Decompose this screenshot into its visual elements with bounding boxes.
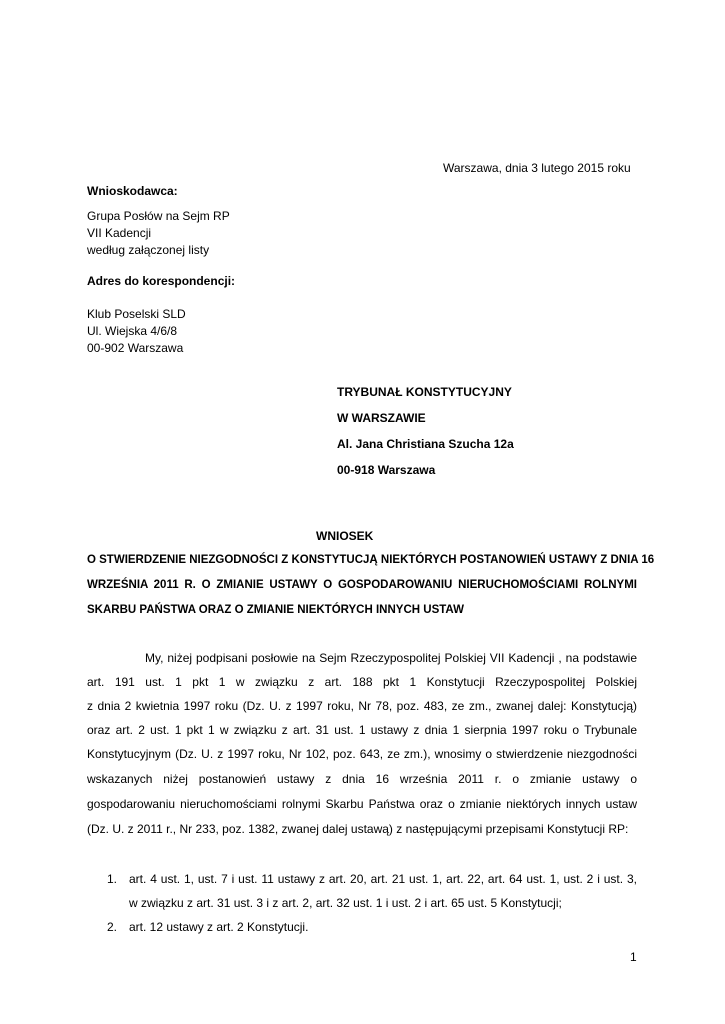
correspondence-block (87, 306, 186, 357)
body-line: oraz art. 2 ust. 1 pkt 1 w związku z art. 31 ust. 1 ustawy z dnia 1 sierpnia 1997 roku o Trybunale (87, 723, 637, 737)
applicant-line: VII Kadencji (87, 226, 152, 240)
title-line: WRZEŚNIA 2011 R. O ZMIANIE USTAWY O GOSPODAROWANIU NIERUCHOMOŚCIAMI ROLNYMI (87, 579, 637, 591)
title-heading: WNIOSEK (316, 529, 374, 543)
list-item-line: art. 12 ustawy z art. 2 Konstytucji. (129, 920, 309, 934)
correspondence-line: 00-902 Warszawa (87, 341, 184, 355)
body-line: (Dz. U. z 2011 r., Nr 233, poz. 1382, zwanej dalej ustawą) z następującymi przepisami Konstytucji RP: (87, 822, 629, 836)
correspondence-line: Klub Poselski SLD (87, 307, 186, 321)
recipient-line: TRYBUNAŁ KONSTYTUCYJNY (337, 385, 512, 399)
list-item-marker: 2. (107, 920, 118, 934)
list-item-line: art. 4 ust. 1, ust. 7 i ust. 11 ustawy z art. 20, art. 21 ust. 1, art. 22, art. 64 ust. 1, ust. 2 i ust. 3, (129, 872, 637, 886)
correspondence-line: Ul. Wiejska 4/6/8 (87, 324, 178, 338)
date-line: Warszawa, dnia 3 lutego 2015 roku (443, 161, 631, 175)
correspondence-heading: Adres do korespondencji: (87, 274, 236, 288)
title-line: SKARBU PAŃSTWA ORAZ O ZMIANIE NIEKTÓRYCH INNYCH USTAW (87, 604, 464, 616)
page-number: 1 (630, 950, 637, 964)
list-item-line: w związku z art. 31 ust. 3 i z art. 2, art. 32 ust. 1 i ust. 2 i art. 65 ust. 5 Konstytucji; (129, 896, 562, 910)
recipient-block (337, 379, 514, 483)
applicant-heading: Wnioskodawca: (87, 184, 178, 198)
title-line: O STWIERDZENIE NIEZGODNOŚCI Z KONSTYTUCJĄ NIEKTÓRYCH POSTANOWIEŃ USTAWY Z DNIA 16 (87, 554, 655, 566)
list-item-marker: 1. (107, 872, 118, 886)
applicant-line: Grupa Posłów na Sejm RP (87, 209, 230, 223)
body-line: My, niżej podpisani posłowie na Sejm Rzeczypospolitej Polskiej VII Kadencji , na podstawie (145, 651, 637, 665)
body-line: wskazanych niżej postanowień ustawy z dnia 16 września 2011 r. o zmianie ustawy o (87, 772, 637, 786)
recipient-line: W WARSZAWIE (337, 411, 426, 425)
applicant-block (87, 208, 230, 259)
recipient-line: 00-918 Warszawa (337, 463, 436, 477)
recipient-line: Al. Jana Christiana Szucha 12a (337, 437, 514, 451)
body-line: z dnia 2 kwietnia 1997 roku (Dz. U. z 1997 roku, Nr 78, poz. 483, ze zm., zwanej dalej: Konstytucją) (87, 699, 637, 713)
applicant-line: według załączonej listy (87, 243, 210, 257)
body-line: Konstytucyjnym (Dz. U. z 1997 roku, Nr 102, poz. 643, ze zm.), wnosimy o stwierdzenie niezgodności (87, 747, 637, 761)
body-line: gospodarowaniu nieruchomościami rolnymi Skarbu Państwa oraz o zmianie niektórych innych ustaw (87, 797, 637, 811)
body-line: art. 191 ust. 1 pkt 1 w związku z art. 188 pkt 1 Konstytucji Rzeczypospolitej Polskiej (87, 675, 637, 689)
